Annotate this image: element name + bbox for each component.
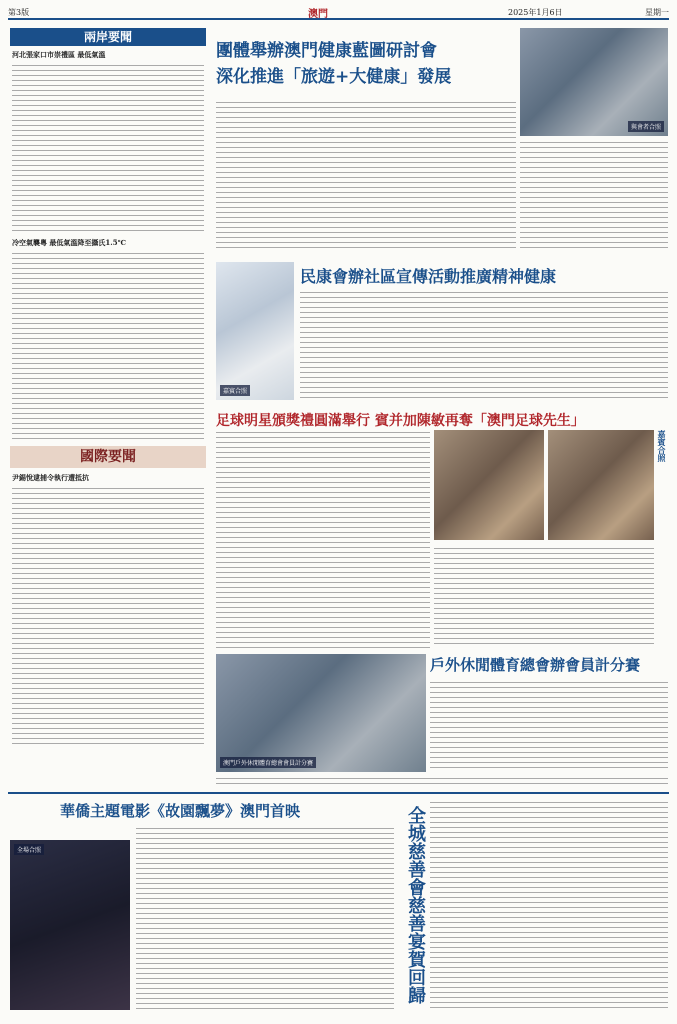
story-body-text — [430, 680, 668, 772]
story-body-text — [216, 430, 430, 650]
issue-weekday: 星期一 — [645, 8, 669, 17]
film-story-photo — [10, 840, 130, 1010]
top-story-photo — [520, 28, 668, 136]
photo-caption: 全場合照 — [14, 844, 44, 855]
story-body-text — [136, 826, 394, 1010]
top-story-headline-1: 團體舉辦澳門健康藍圖研討會 — [216, 41, 437, 61]
football-side-caption: 嘉賓合照 — [657, 430, 667, 462]
top-story-headline-2: 深化推進「旅遊+大健康」發展 — [216, 67, 452, 87]
story-body-text — [12, 63, 204, 233]
masthead-logo: 澳門 — [308, 9, 328, 20]
page-header — [8, 4, 669, 20]
section-divider — [8, 792, 669, 794]
section-title-cross-strait: 兩岸要聞 — [10, 28, 206, 46]
outdoor-story-photo — [216, 654, 426, 772]
middle-story-photo — [216, 262, 294, 400]
middle-story-headline: 民康會辦社區宣傳活動推廣精神健康 — [300, 267, 557, 286]
section-title-international: 國際要聞 — [10, 446, 206, 468]
football-story-headline: 足球明星頒獎禮圓滿舉行 賓并加陳敏再奪「澳門足球先生」 — [216, 413, 585, 429]
story-body-text — [430, 800, 668, 1010]
football-award-photo-2 — [548, 430, 654, 540]
outdoor-story-headline: 戶外休閒體育總會辦會員計分賽 — [430, 656, 641, 674]
film-story-headline: 華僑主題電影《故園飄夢》澳門首映 — [60, 802, 301, 820]
story-body-text — [520, 140, 668, 250]
photo-caption: 澳門戶外休閒體育總會會員計分賽 — [220, 757, 316, 768]
story-headline: 冷空氣襲粵 最低氣溫降至攝氏1.5℃ — [12, 238, 127, 247]
page-number: 第3版 — [8, 8, 30, 17]
photo-caption: 與會者合照 — [628, 121, 664, 132]
story-body-text — [216, 776, 668, 788]
story-body-text — [434, 546, 654, 646]
story-body-text — [300, 290, 668, 400]
issue-date: 2025年1月6日 — [508, 8, 563, 17]
photo-caption: 嘉賓合照 — [220, 385, 250, 396]
story-headline: 河北張家口市崇禮區 最低氣溫 — [12, 50, 106, 59]
football-award-photo-1 — [434, 430, 544, 540]
story-body-text — [216, 100, 516, 250]
story-body-text — [12, 486, 204, 746]
story-body-text — [12, 251, 204, 441]
charity-story-headline: 全城慈善會慈善宴賀回歸 — [405, 806, 426, 1004]
story-headline: 尹錫悅逮捕令執行遭抵抗 — [12, 473, 89, 482]
